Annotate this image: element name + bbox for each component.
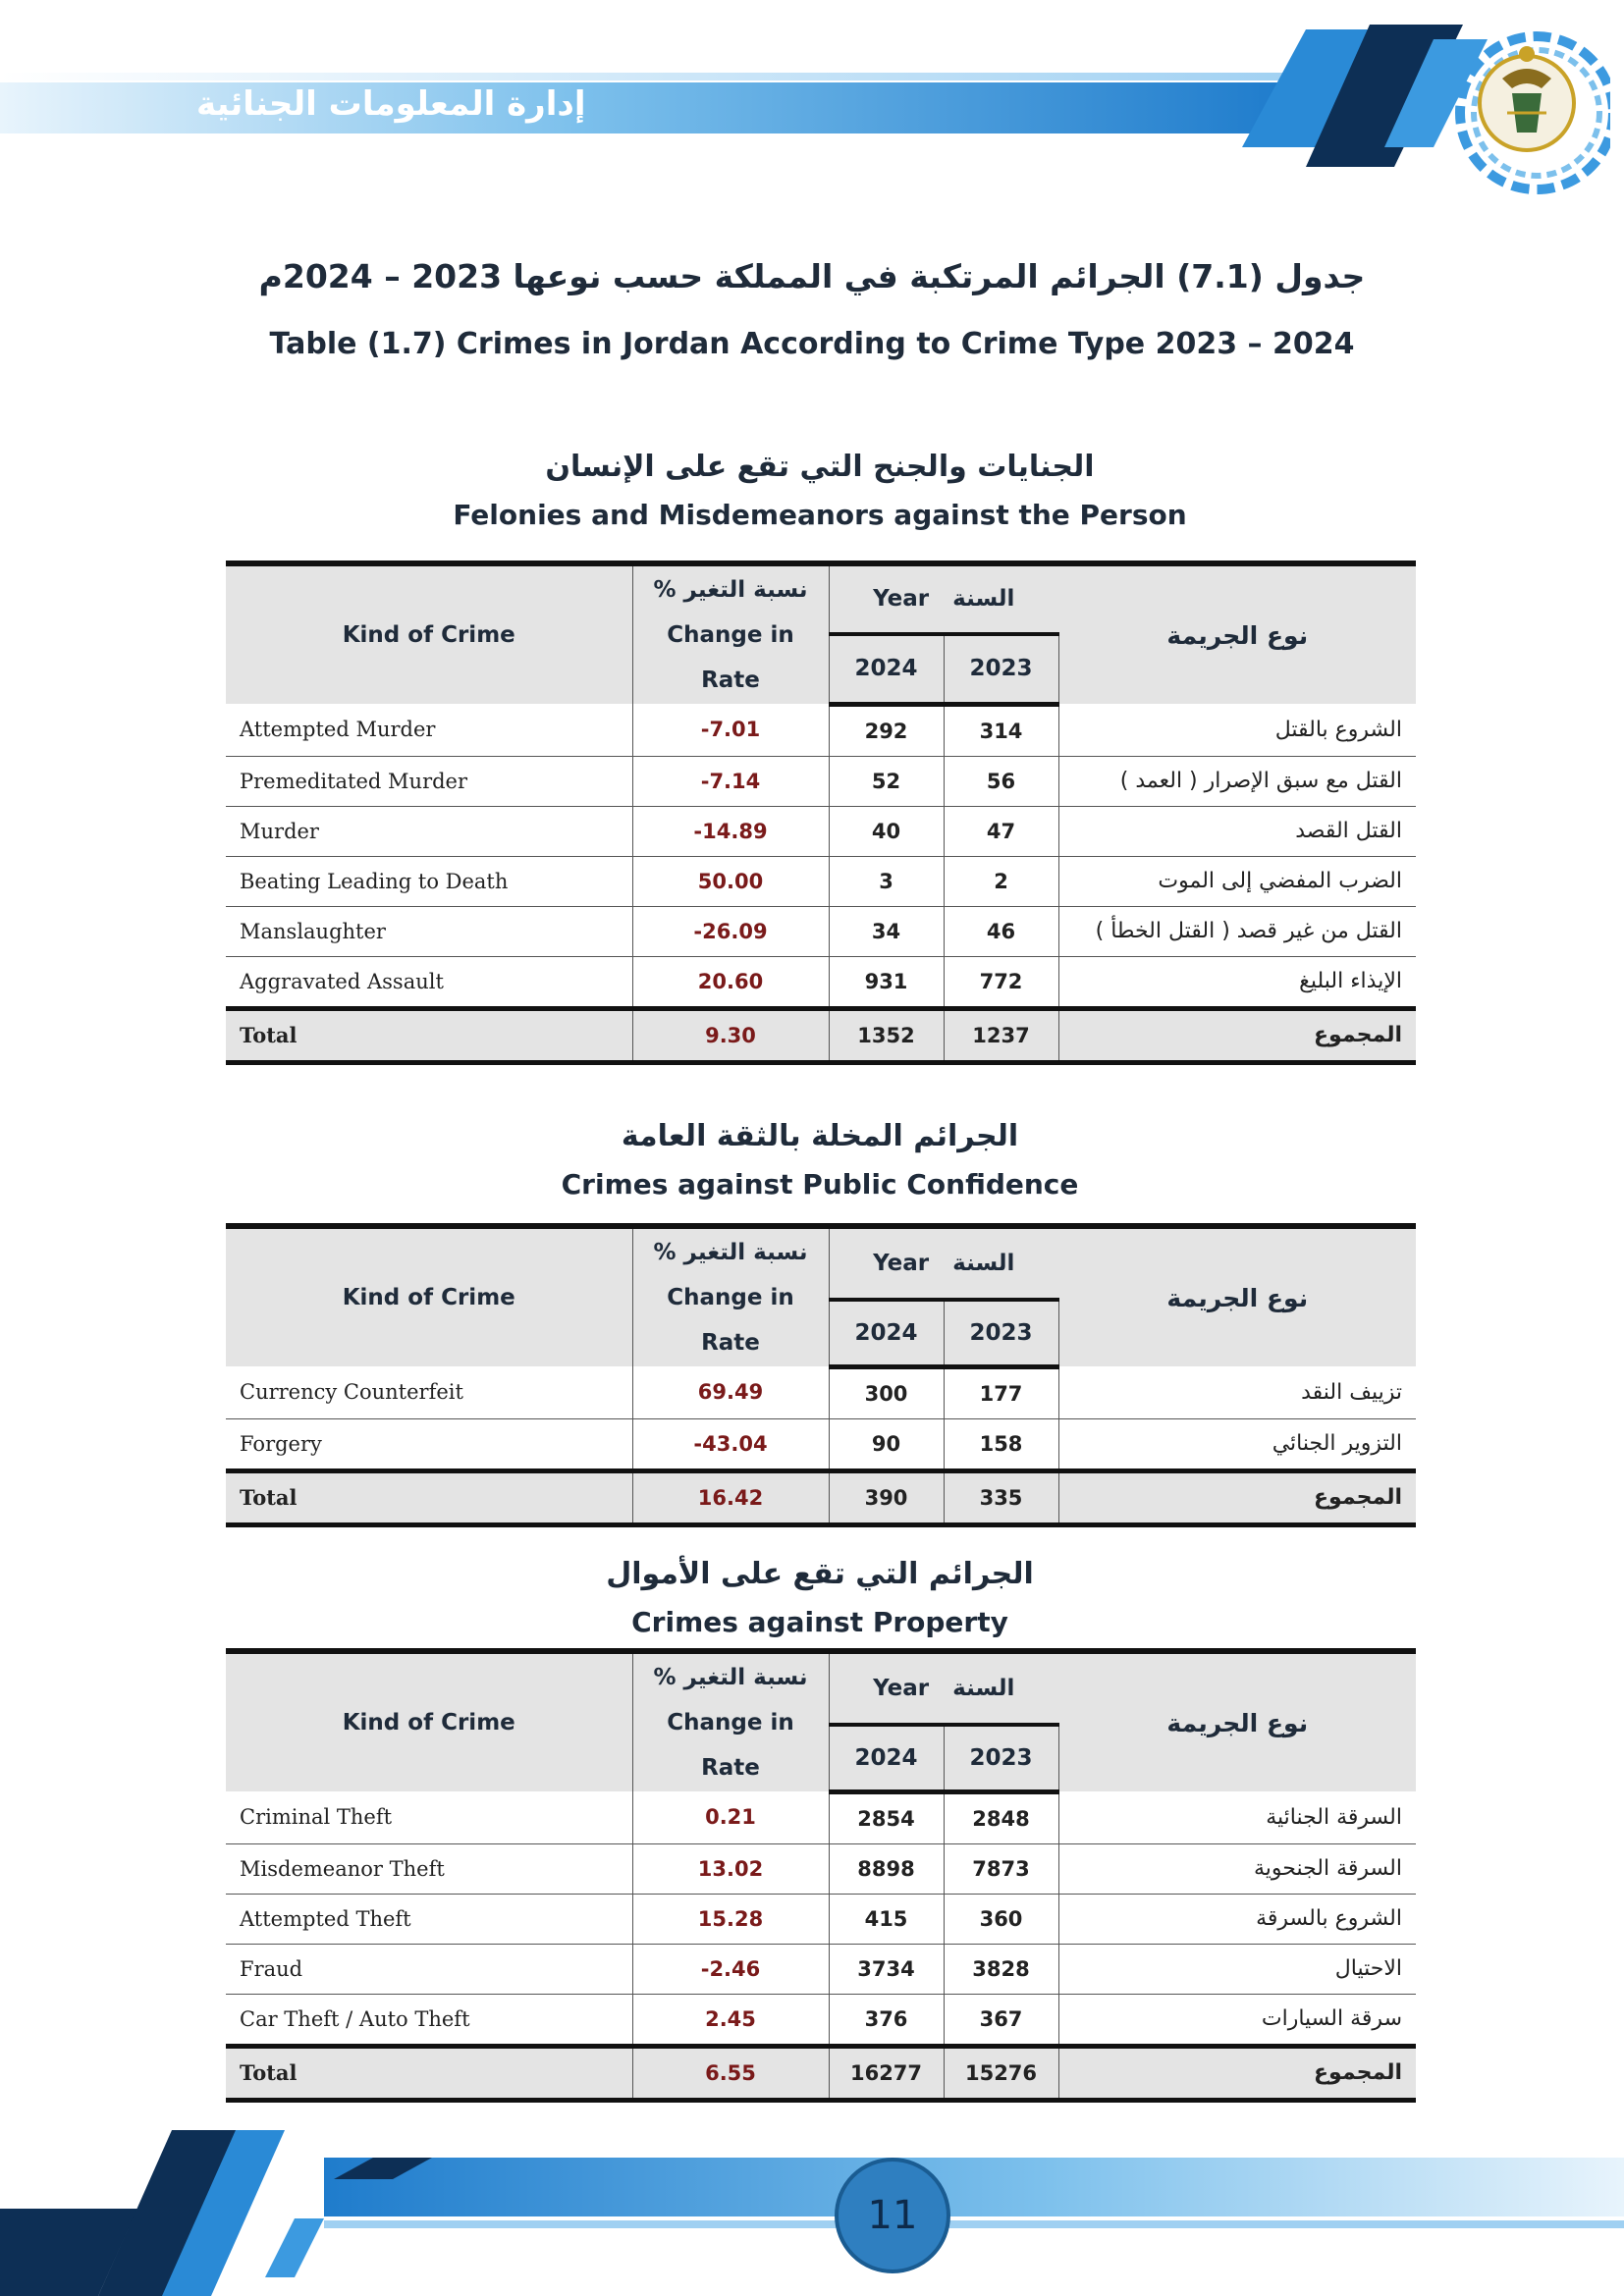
- total-row: [226, 1470, 1416, 1524]
- table-row: [226, 1894, 1416, 1944]
- header-change-rate: [632, 1226, 829, 1366]
- value-2023: 47: [944, 806, 1058, 856]
- crime-en: Criminal Theft: [226, 1791, 632, 1843]
- total-2023: 335: [944, 1470, 1058, 1524]
- total-2023: 1237: [944, 1008, 1058, 1062]
- value-2024: 415: [829, 1894, 944, 1944]
- section-title-english: Crimes against Public Confidence: [561, 1168, 1079, 1201]
- total-2024: 1352: [829, 1008, 944, 1062]
- header-2023: 2023: [944, 634, 1058, 705]
- change-rate: -43.04: [632, 1418, 829, 1470]
- table-row: [226, 1843, 1416, 1894]
- header-kind-en: Kind of Crime: [226, 563, 632, 704]
- header-year-en: Year: [873, 586, 930, 613]
- total-change-rate: 9.30: [632, 1008, 829, 1062]
- change-rate: 15.28: [632, 1894, 829, 1944]
- table-title-arabic: جدول (7.1) الجرائم المرتكبة في المملكة حسب نوعها 2023 – 2024م: [258, 257, 1366, 295]
- value-2023: 367: [944, 1994, 1058, 2046]
- crime-en: Attempted Murder: [226, 704, 632, 756]
- crime-ar: التزوير الجنائي: [1058, 1418, 1416, 1470]
- header-year: [829, 1651, 1058, 1725]
- change-rate: -7.14: [632, 756, 829, 806]
- page-number: 11: [835, 2158, 950, 2273]
- table-row: [226, 704, 1416, 756]
- value-2024: 3734: [829, 1944, 944, 1994]
- section-title-english: Felonies and Misdemeanors against the Person: [453, 499, 1187, 531]
- total-label-en: Total: [226, 1008, 632, 1062]
- total-2024: 16277: [829, 2046, 944, 2100]
- total-label-ar: المجموع: [1058, 1470, 1416, 1524]
- crime-ar: تزييف النقد: [1058, 1366, 1416, 1418]
- crime-en: Car Theft / Auto Theft: [226, 1994, 632, 2046]
- jordan-public-security-emblem-icon: [1443, 20, 1610, 206]
- total-2023: 15276: [944, 2046, 1058, 2100]
- header-year-en: Year: [873, 1250, 930, 1276]
- header-year-ar: السنة: [952, 1675, 1015, 1701]
- crime-ar: القتل القصد: [1058, 806, 1416, 856]
- header-year: [829, 563, 1058, 634]
- value-2024: 52: [829, 756, 944, 806]
- crime-en: Currency Counterfeit: [226, 1366, 632, 1418]
- value-2024: 8898: [829, 1843, 944, 1894]
- crime-ar: الاحتيال: [1058, 1944, 1416, 1994]
- value-2024: 40: [829, 806, 944, 856]
- total-label-en: Total: [226, 2046, 632, 2100]
- header-rate-ar: نسبة التغير %: [653, 1665, 808, 1690]
- header-2024: 2024: [829, 634, 944, 705]
- section-title-arabic: الجرائم المخلة بالثقة العامة: [621, 1119, 1019, 1153]
- table-row: [226, 1791, 1416, 1843]
- header-kind-ar: نوع الجريمة: [1058, 1651, 1416, 1791]
- table-row: [226, 1418, 1416, 1470]
- change-rate: 69.49: [632, 1366, 829, 1418]
- header-kind-ar: نوع الجريمة: [1058, 1226, 1416, 1366]
- table-row: [226, 856, 1416, 906]
- header-kind-en: Kind of Crime: [226, 1226, 632, 1366]
- crime-ar: السرقة الجنائية: [1058, 1791, 1416, 1843]
- crime-table-person: [226, 561, 1416, 1065]
- change-rate: -14.89: [632, 806, 829, 856]
- total-label-ar: المجموع: [1058, 1008, 1416, 1062]
- value-2024: 2854: [829, 1791, 944, 1843]
- value-2023: 772: [944, 956, 1058, 1008]
- table-title-english: Table (1.7) Crimes in Jordan According to Crime Type 2023 – 2024: [269, 327, 1355, 361]
- header-year-ar: السنة: [952, 1250, 1015, 1276]
- crime-ar: الشروع بالسرقة: [1058, 1894, 1416, 1944]
- crime-en: Beating Leading to Death: [226, 856, 632, 906]
- header-year-en: Year: [873, 1675, 930, 1701]
- value-2023: 7873: [944, 1843, 1058, 1894]
- change-rate: -7.01: [632, 704, 829, 756]
- value-2023: 158: [944, 1418, 1058, 1470]
- value-2024: 376: [829, 1994, 944, 2046]
- header-rate-en: Change in Rate: [667, 622, 794, 693]
- crime-table-property: [226, 1648, 1416, 2103]
- table-row: [226, 1994, 1416, 2046]
- value-2024: 3: [829, 856, 944, 906]
- table-row: [226, 1366, 1416, 1418]
- value-2023: 2848: [944, 1791, 1058, 1843]
- crime-ar: القتل مع سبق الإصرار ( العمد ): [1058, 756, 1416, 806]
- change-rate: 50.00: [632, 856, 829, 906]
- value-2023: 2: [944, 856, 1058, 906]
- department-title: إدارة المعلومات الجنائية: [196, 84, 586, 124]
- table-row: [226, 956, 1416, 1008]
- value-2024: 292: [829, 704, 944, 756]
- total-label-ar: المجموع: [1058, 2046, 1416, 2100]
- total-2024: 390: [829, 1470, 944, 1524]
- crime-ar: سرقة السيارات: [1058, 1994, 1416, 2046]
- crime-ar: السرقة الجنحوية: [1058, 1843, 1416, 1894]
- change-rate: 0.21: [632, 1791, 829, 1843]
- table-row: [226, 1944, 1416, 1994]
- change-rate: 20.60: [632, 956, 829, 1008]
- crime-ar: الإيذاء البليغ: [1058, 956, 1416, 1008]
- header-kind-en: Kind of Crime: [226, 1651, 632, 1791]
- header-change-rate: [632, 1651, 829, 1791]
- header-2023: 2023: [944, 1725, 1058, 1791]
- total-change-rate: 16.42: [632, 1470, 829, 1524]
- total-label-en: Total: [226, 1470, 632, 1524]
- crime-ar: الضرب المفضي إلى الموت: [1058, 856, 1416, 906]
- crime-ar: الشروع بالقتل: [1058, 704, 1416, 756]
- section-title-english: Crimes against Property: [631, 1606, 1008, 1638]
- section-title-arabic: الجرائم التي تقع على الأموال: [606, 1557, 1034, 1591]
- change-rate: -26.09: [632, 906, 829, 956]
- header-2024: 2024: [829, 1725, 944, 1791]
- header-rate-en: Change in Rate: [667, 1285, 794, 1356]
- crime-en: Murder: [226, 806, 632, 856]
- value-2024: 931: [829, 956, 944, 1008]
- header-2024: 2024: [829, 1300, 944, 1366]
- header-rate-ar: نسبة التغير %: [653, 1240, 808, 1265]
- value-2024: 34: [829, 906, 944, 956]
- value-2023: 314: [944, 704, 1058, 756]
- change-rate: 13.02: [632, 1843, 829, 1894]
- header-year-ar: السنة: [952, 586, 1015, 613]
- total-row: [226, 2046, 1416, 2100]
- value-2024: 90: [829, 1418, 944, 1470]
- table-row: [226, 806, 1416, 856]
- crime-en: Misdemeanor Theft: [226, 1843, 632, 1894]
- crime-en: Attempted Theft: [226, 1894, 632, 1944]
- total-row: [226, 1008, 1416, 1062]
- value-2024: 300: [829, 1366, 944, 1418]
- crime-table-public-confidence: [226, 1223, 1416, 1527]
- header-rate-ar: نسبة التغير %: [653, 577, 808, 603]
- value-2023: 46: [944, 906, 1058, 956]
- value-2023: 56: [944, 756, 1058, 806]
- section-title-arabic: الجنايات والجنح التي تقع على الإنسان: [545, 450, 1095, 484]
- header-year: [829, 1226, 1058, 1300]
- crime-en: Aggravated Assault: [226, 956, 632, 1008]
- value-2023: 177: [944, 1366, 1058, 1418]
- crime-en: Premeditated Murder: [226, 756, 632, 806]
- crime-en: Fraud: [226, 1944, 632, 1994]
- change-rate: -2.46: [632, 1944, 829, 1994]
- header-change-rate: [632, 563, 829, 704]
- header-kind-ar: نوع الجريمة: [1058, 563, 1416, 704]
- value-2023: 3828: [944, 1944, 1058, 1994]
- header-rate-en: Change in Rate: [667, 1710, 794, 1781]
- change-rate: 2.45: [632, 1994, 829, 2046]
- table-row: [226, 906, 1416, 956]
- header-2023: 2023: [944, 1300, 1058, 1366]
- value-2023: 360: [944, 1894, 1058, 1944]
- total-change-rate: 6.55: [632, 2046, 829, 2100]
- footer-banner: [0, 2110, 1624, 2296]
- crime-ar: القتل من غير قصد ( القتل الخطأ ): [1058, 906, 1416, 956]
- crime-en: Manslaughter: [226, 906, 632, 956]
- crime-en: Forgery: [226, 1418, 632, 1470]
- table-row: [226, 756, 1416, 806]
